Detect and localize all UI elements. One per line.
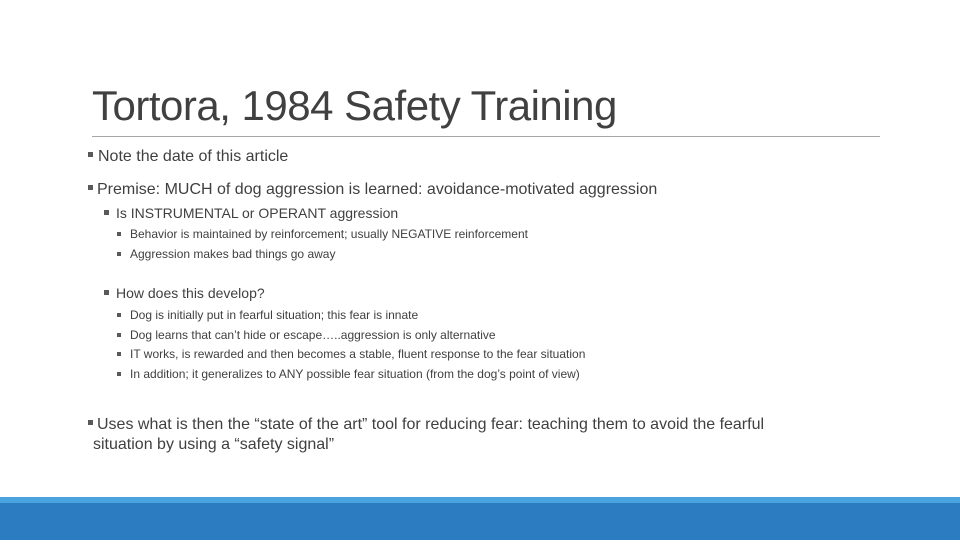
bullet-rewarded bbox=[117, 347, 585, 361]
bullet-reinforcement bbox=[117, 227, 528, 241]
bullet-text: Premise: MUCH of dog aggression is learned: avoidance-motivated aggression bbox=[97, 181, 658, 198]
bullet-text: Dog learns that can’t hide or escape…..aggression is only alternative bbox=[130, 328, 496, 342]
bullet-text: Aggression makes bad things go away bbox=[130, 247, 336, 261]
bullet-text: How does this develop? bbox=[116, 285, 265, 301]
bullet-note-date bbox=[88, 148, 288, 166]
bullet-instrumental bbox=[104, 205, 398, 221]
square-bullet-icon bbox=[117, 232, 121, 236]
bullet-develop bbox=[104, 285, 265, 301]
title-divider bbox=[92, 136, 880, 137]
bullet-generalizes bbox=[117, 367, 580, 381]
square-bullet-icon bbox=[117, 352, 121, 356]
bullet-bad-things bbox=[117, 247, 335, 261]
square-bullet-icon bbox=[117, 313, 121, 317]
bullet-text: Uses what is then the “state of the art” tool for reducing fear: teaching them to avoid the fearful bbox=[97, 416, 765, 433]
footer-accent-strip bbox=[0, 497, 960, 503]
square-bullet-icon bbox=[88, 185, 93, 190]
bullet-premise bbox=[88, 181, 657, 199]
footer-bar bbox=[0, 497, 960, 540]
bullet-text: Is INSTRUMENTAL or OPERANT aggression bbox=[116, 205, 399, 221]
bullet-text: Behavior is maintained by reinforcement; usually NEGATIVE reinforcement bbox=[130, 227, 528, 241]
square-bullet-icon bbox=[104, 210, 109, 215]
bullet-safety-signal bbox=[88, 416, 764, 434]
bullet-safety-signal-continued: situation by using a “safety signal” bbox=[93, 436, 335, 453]
square-bullet-icon bbox=[117, 252, 121, 256]
bullet-escape bbox=[117, 328, 496, 342]
square-bullet-icon bbox=[88, 152, 93, 157]
square-bullet-icon bbox=[117, 333, 121, 337]
bullet-text: Dog is initially put in fearful situation; this fear is innate bbox=[130, 308, 419, 322]
slide-title: Tortora, 1984 Safety Training bbox=[92, 82, 617, 129]
square-bullet-icon bbox=[88, 420, 93, 425]
bullet-text: Note the date of this article bbox=[98, 148, 289, 165]
bullet-text: In addition; it generalizes to ANY possible fear situation (from the dog’s point of view) bbox=[130, 367, 580, 381]
bullet-fearful bbox=[117, 308, 418, 322]
square-bullet-icon bbox=[104, 290, 109, 295]
square-bullet-icon bbox=[117, 372, 121, 376]
bullet-text: IT works, is rewarded and then becomes a stable, fluent response to the fear situation bbox=[130, 347, 586, 361]
